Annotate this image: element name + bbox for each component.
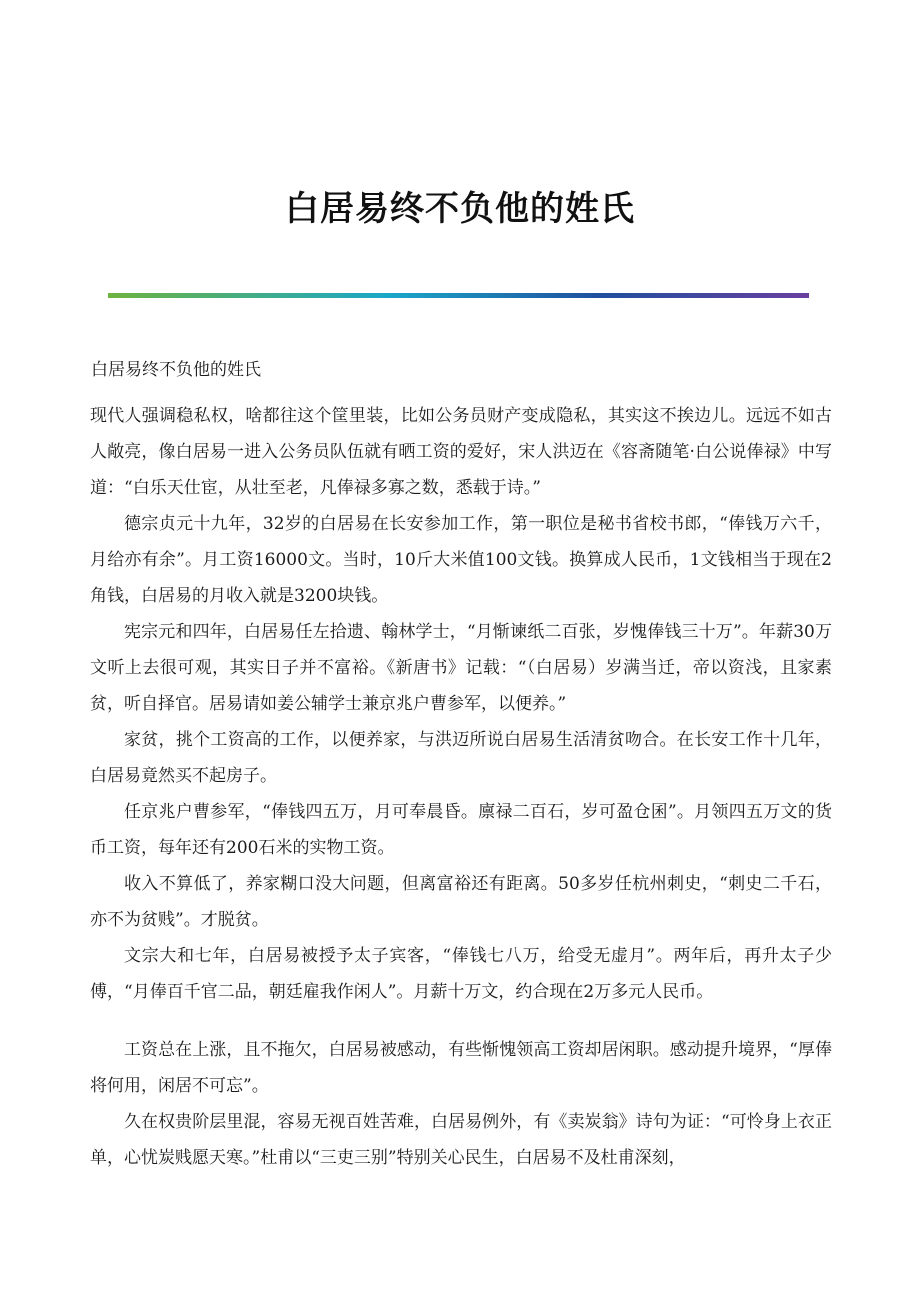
paragraph: 现代人强调稳私权，啥都往这个筐里装，比如公务员财产变成隐私，其实这不挨边儿。远远不如古人敞亮，像白居易一进入公务员队伍就有晒工资的爱好，宋人洪迈在《容斋随笔·白公说俸禄》中写道：“白乐天仕宦，从壮至老，凡俸禄多寡之数，悉载于诗。” [90,406,832,498]
paragraph: 久在权贵阶层里混，容易无视百姓苦难，白居易例外，有《卖炭翁》诗句为证：“可怜身上衣正单，心忧炭贱愿天寒。”杜甫以“三吏三别”特别关心民生，白居易不及杜甫深刻， [90,1112,832,1168]
document-body [90,398,832,1176]
title-divider [108,293,809,298]
document-title: 白居易终不负他的姓氏 [285,189,635,229]
paragraph: 德宗贞元十九年，32岁的白居易在长安参加工作，第一职位是秘书省校书郎，“俸钱万六千，月给亦有余”。月工资16000文。当时，10斤大米值100文钱。换算成人民币，1文钱相当于现在2角钱，白居易的月收入就是3200块钱。 [90,514,832,606]
paragraph: 收入不算低了，养家糊口没大问题，但离富裕还有距离。50多岁任杭州刺史，“刺史二千石，亦不为贫贱”。才脱贫。 [90,874,832,930]
paragraph: 家贫，挑个工资高的工作，以便养家，与洪迈所说白居易生活清贫吻合。在长安工作十几年，白居易竟然买不起房子。 [90,730,832,786]
paragraph: 文宗大和七年，白居易被授予太子宾客，“俸钱七八万，给受无虚月”。两年后，再升太子少傅，“月俸百千官二品，朝廷雇我作闲人”。月薪十万文，约合现在2万多元人民币。 [90,946,832,1002]
paragraph: 任京兆户曹参军，“俸钱四五万，月可奉晨昏。廪禄二百石，岁可盈仓囷”。月领四五万文的货币工资，每年还有200石米的实物工资。 [90,802,832,858]
paragraph: 工资总在上涨，且不拖欠，白居易被感动，有些惭愧领高工资却居闲职。感动提升境界，“厚俸将何用，闲居不可忘”。 [90,1040,832,1096]
document-subtitle: 白居易终不负他的姓氏 [91,360,261,380]
paragraph: 宪宗元和四年，白居易任左拾遗、翰林学士，“月惭谏纸二百张，岁愧俸钱三十万”。年薪30万文听上去很可观，其实日子并不富裕。《新唐书》记载：“（白居易）岁满当迁，帝以资浅，且家素贫，听自择官。居易请如姜公辅学士兼京兆户曹参军，以便养。” [90,622,832,714]
